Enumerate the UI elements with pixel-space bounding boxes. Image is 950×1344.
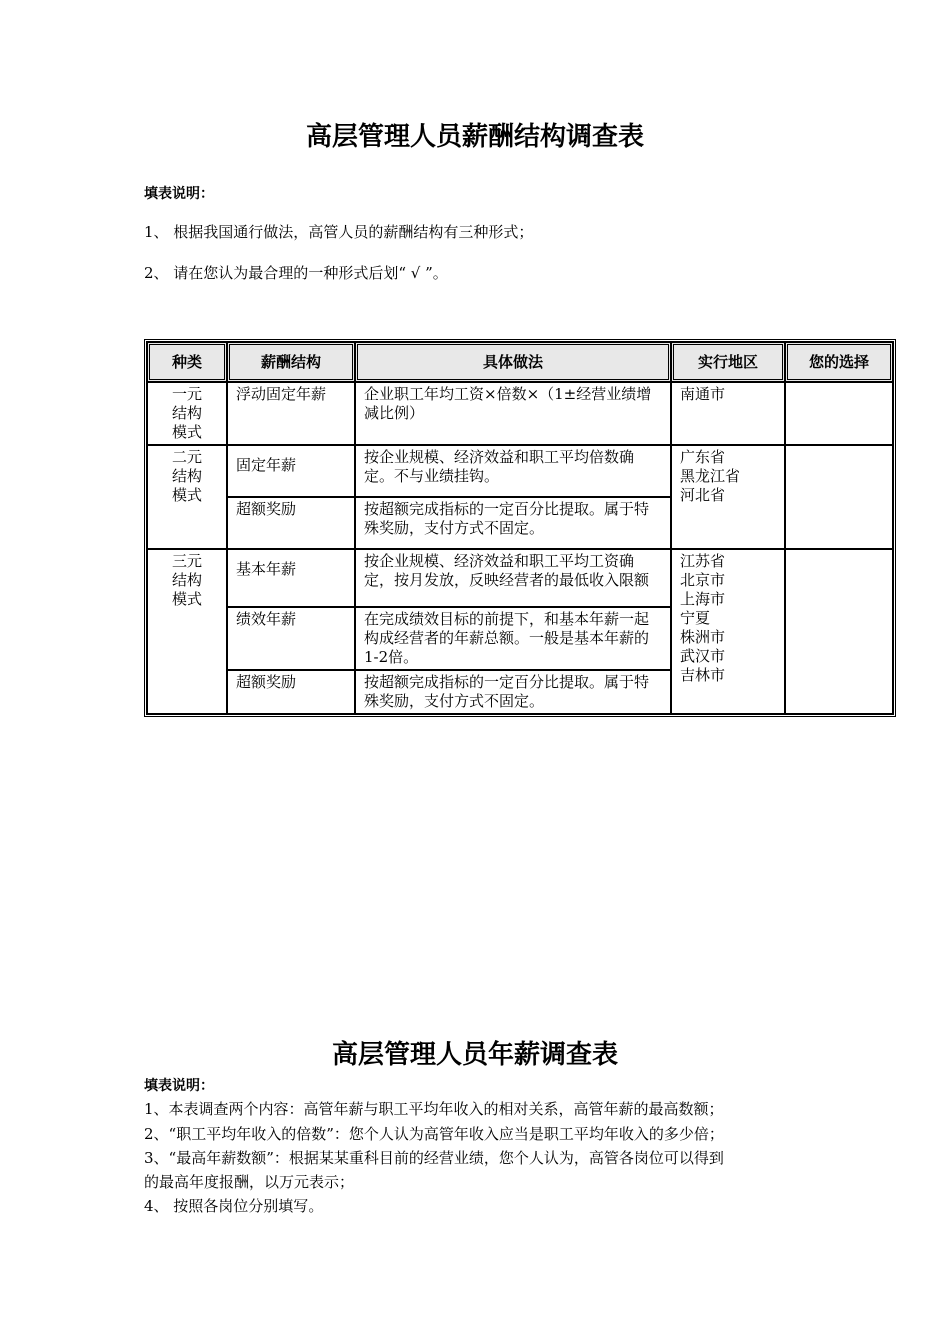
table-row xyxy=(147,382,893,445)
region-cell xyxy=(671,445,785,549)
method-cell: 按企业规模、经济效益和职工平均工资确定，按月发放，反映经营者的最低收入限额 xyxy=(355,549,671,607)
instruction-line: 的最高年度报酬，以万元表示； xyxy=(144,1173,355,1191)
header-method: 具体做法 xyxy=(355,342,671,382)
structure-cell: 绩效年薪 xyxy=(227,607,355,670)
header-choice: 您的选择 xyxy=(785,342,893,382)
method-cell: 企业职工年均工资×倍数×（1±经营业绩增减比例） xyxy=(355,382,671,445)
method-cell: 按超额完成指标的一定百分比提取。属于特殊奖励，支付方式不固定。 xyxy=(355,497,671,549)
salary-structure-table xyxy=(144,339,896,717)
choice-cell[interactable] xyxy=(785,382,893,445)
header-region: 实行地区 xyxy=(671,342,785,382)
category-cell: 三元结构模式 xyxy=(147,549,227,714)
structure-cell: 固定年薪 xyxy=(227,445,355,497)
region-name: 上海市 xyxy=(680,590,726,608)
instruction-line: 2、 请在您认为最合理的一种形式后划“ √ ”。 xyxy=(144,264,448,282)
table-row xyxy=(147,445,893,497)
structure-cell: 基本年薪 xyxy=(227,549,355,607)
instructions-heading: 填表说明： xyxy=(144,186,214,202)
instruction-line: 3、“最高年薪数额”：根据某某重科目前的经营业绩，您个人认为，高管各岗位可以得到 xyxy=(144,1149,724,1167)
instruction-line: 4、 按照各岗位分别填写。 xyxy=(144,1197,324,1215)
instructions-heading: 填表说明： xyxy=(144,1078,214,1094)
region-cell xyxy=(671,549,785,714)
region-name: 株洲市 xyxy=(680,628,726,646)
category-cell: 二元结构模式 xyxy=(147,445,227,549)
choice-cell[interactable] xyxy=(785,445,893,549)
region-name: 北京市 xyxy=(680,571,726,589)
method-cell: 按超额完成指标的一定百分比提取。属于特殊奖励，支付方式不固定。 xyxy=(355,670,671,714)
region-name: 江苏省 xyxy=(680,552,726,570)
region-name: 宁夏 xyxy=(680,609,711,627)
structure-cell: 浮动固定年薪 xyxy=(227,382,355,445)
region-cell xyxy=(671,382,785,445)
choice-cell[interactable] xyxy=(785,549,893,714)
region-name: 吉林市 xyxy=(680,666,726,684)
page-title-annual-salary: 高层管理人员年薪调查表 xyxy=(331,1040,618,1070)
header-structure: 薪酬结构 xyxy=(227,342,355,382)
region-name: 武汉市 xyxy=(680,647,726,665)
region-name: 黑龙江省 xyxy=(680,467,741,485)
category-cell: 一元结构模式 xyxy=(147,382,227,445)
region-name: 南通市 xyxy=(680,385,726,403)
region-name: 广东省 xyxy=(680,448,726,466)
instruction-line: 1、本表调查两个内容：高管年薪与职工平均年收入的相对关系，高管年薪的最高数额； xyxy=(144,1100,724,1118)
structure-cell: 超额奖励 xyxy=(227,497,355,549)
page-title-salary-structure: 高层管理人员薪酬结构调查表 xyxy=(305,122,644,152)
structure-cell: 超额奖励 xyxy=(227,670,355,714)
instruction-line: 1、 根据我国通行做法，高管人员的薪酬结构有三种形式； xyxy=(144,223,534,241)
instruction-line: 2、“职工平均年收入的倍数”：您个人认为高管年收入应当是职工平均年收入的多少倍； xyxy=(144,1125,724,1143)
table-row xyxy=(147,549,893,607)
method-cell: 按企业规模、经济效益和职工平均倍数确定。不与业绩挂钩。 xyxy=(355,445,671,497)
table-header-row xyxy=(147,342,893,382)
header-category: 种类 xyxy=(147,342,227,382)
region-name: 河北省 xyxy=(680,486,726,504)
method-cell: 在完成绩效目标的前提下，和基本年薪一起构成经营者的年薪总额。一般是基本年薪的1-2倍。 xyxy=(355,607,671,670)
